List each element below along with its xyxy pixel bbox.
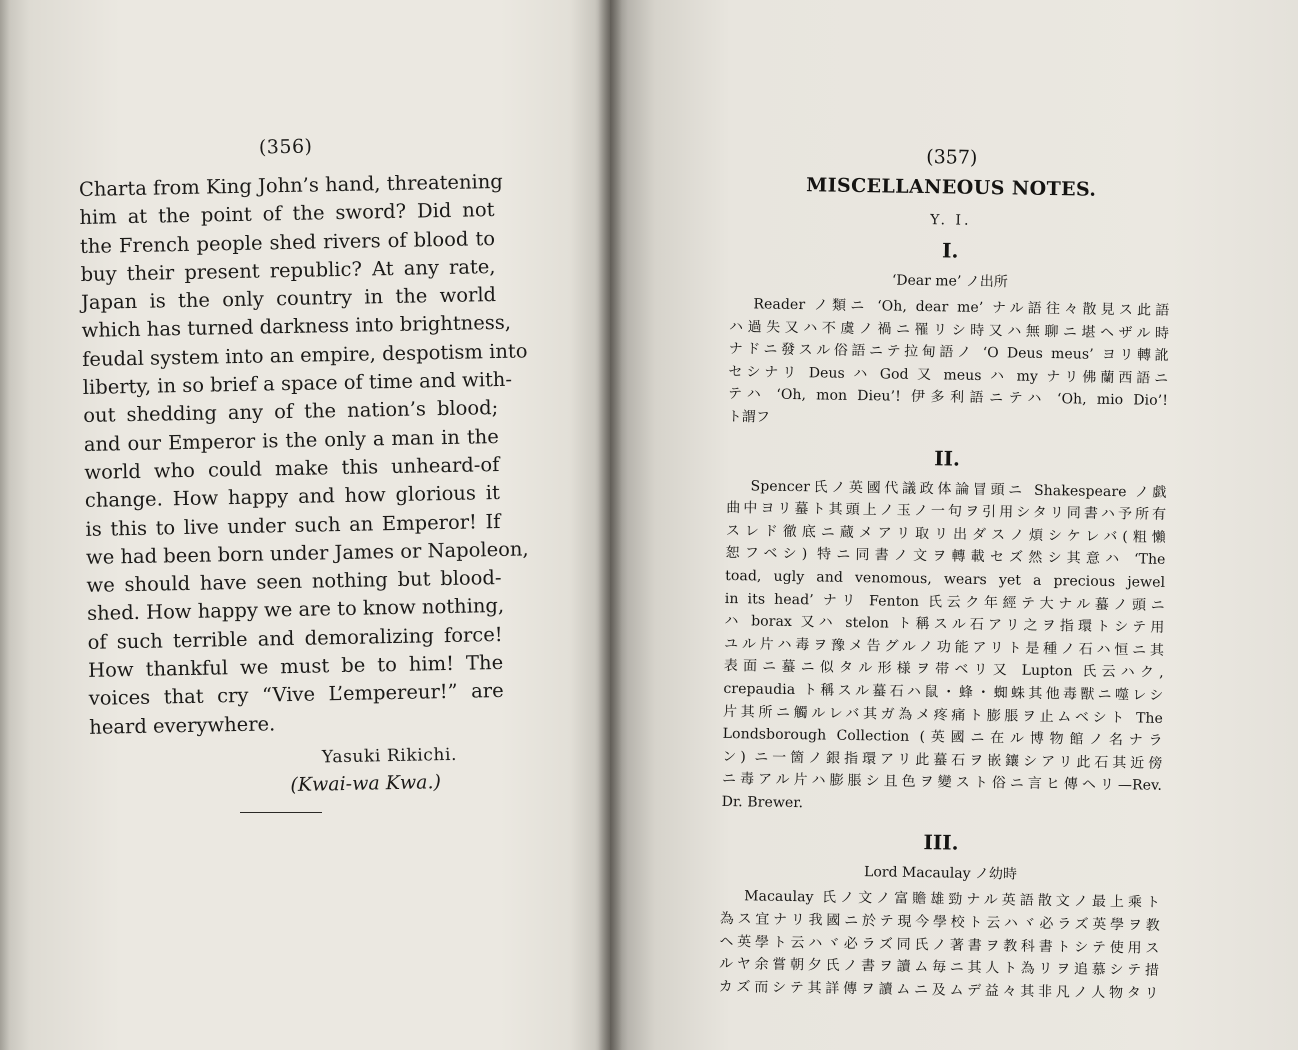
text-line: which has turned darkness into brightness, [81,311,512,343]
source-citation: (Kwai-wa Kwa.) [290,771,442,796]
text-line: Londsborough Collection (英國ニ在ル博物館ノ名ナラ [722,726,1163,749]
text-line: Reader ノ類ニ ‘Oh, dear me’ ナル語往々散見ス此語 [753,296,1170,319]
text-line: ヘ英學ト云ハヾ必ラズ同氏ノ著書ヲ教科書トシテ使用ス [719,933,1160,957]
right-page-number: (357) [926,146,978,169]
text-line: change. How happy and how glorious it [84,481,501,513]
text-line: crepaudia ト稱スル蟇石ハ鼠・蜂・蜘蛛其他毒獸ニ噬レシ [723,680,1164,704]
text-line: ン) ニ一箇ノ銀指環アリ此蟇石ヲ嵌鑲シアリ此石其近傍 [722,748,1163,772]
text-line: and our Emperor is the only a man in the [83,424,499,456]
text-line: Japan is the only country in the world [80,283,497,315]
text-line: Charta from King John’s hand, threatening [78,169,503,201]
text-line: in its head’ ナリ Fenton 氏云ク年經テ大ナル蟇ノ頭ニ [724,590,1165,614]
note-paragraph [721,475,1166,821]
text-line: ニ毒アル片ハ膨脹シ且色ヲ變スト俗ニ言ヒ傳ヘリ—Rev. [721,771,1163,795]
author-byline: Y. I. [930,212,972,229]
text-line: ハ過失又ハ不虞ノ禍ニ罹リシ時又ハ無聊ニ堪ヘザル時 [728,318,1170,342]
section-numeral: I. [941,238,959,263]
text-line: スレド徹底ニ蔵メアリ取リ出ダスノ煩シケレバ(粗懶 [725,522,1166,546]
author-signature: Yasuki Rikichi. [321,744,458,768]
text-line: 曲中ヨリ蟇ト其頭上ノ玉ノ一句ヲ引用シタリ同書ハ予所有 [726,500,1167,524]
text-line: ルヤ余嘗朝夕氏ノ書ヲ讀ム毎ニ其人ト為リヲ追慕シテ措 [718,956,1160,980]
text-line: ユル片ハ毒ヲ豫メ告グルノ功能アリト是種ノ石ハ恒ニ其 [724,635,1165,659]
text-line: world who could make this unheard-of [84,452,500,484]
text-line: 表面ニ蟇ニ似タル形様ヲ帯ベリ又 Lupton 氏云ハク, [723,658,1164,682]
text-line: Macaulay 氏ノ文ノ富贍雄勁ナル英語散文ノ最上乘ト [744,888,1161,912]
page-title: MISCELLANEOUS NOTES. [806,174,1097,201]
text-line: 為ス宜ナリ我國ニ於テ現今學校ト云ハヾ必ラズ英學ヲ教 [719,910,1160,934]
text-line: we should have seen nothing but blood- [86,566,502,598]
text-line: shed. How happy we are to know nothing, [86,594,505,626]
text-line: toad, ugly and venomous, wears yet a precious jewel [725,567,1166,591]
text-line: ナドニ發スル俗語ニテ拉甸語ノ ‘O Deus meus’ ヨリ轉訛 [728,341,1169,365]
section-divider [240,812,322,813]
text-line: liberty, in so brief a space of time and with- [82,367,513,400]
left-page-text [78,132,529,800]
text-line: ハ borax 又ハ stelon ト稱スル石アリ之ヲ指環トシテ用 [724,613,1165,636]
text-line: Dr. Brewer. [721,793,804,812]
text-line: セシナリ Deus ハ God 又 meus ハ my ナリ佛蘭西語ニ [728,363,1169,387]
text-line: feudal system into an empire, despotism into [81,339,528,371]
text-line: him at the point of the sword? Did not [79,198,495,230]
text-line: Spencer氏ノ英國代議政体論冒頭ニ Shakespeare ノ戯 [750,477,1167,501]
note-paragraph [719,885,1161,1005]
left-page-number: (356) [258,135,313,159]
text-line: カズ而シテ其詳傳ヲ讀ムニ及ムデ益々其非凡ノ人物タリ [718,978,1159,1002]
text-line: buy their present republic? At any rate, [80,254,496,286]
text-line: テハ ‘Oh, mon Dieu’! 伊多利語ニテハ ‘Oh, mio Dio’! [727,386,1169,410]
section-numeral: II. [934,445,961,471]
note-paragraph [728,293,1170,435]
left-paragraph [78,168,529,742]
text-line: How thankful we must be to him! The [87,650,504,682]
right-page-text [718,143,1172,1019]
text-line: ト謂フ [727,408,771,426]
text-line: the French people shed rivers of blood to [79,226,496,258]
book-gutter [598,0,622,1050]
text-line: 片其所ニ觸ルレバ其ガ為メ疼痛ト膨脹ヲ止ムベシト The [722,703,1164,727]
text-line: out shedding any of the nation’s blood; [83,396,499,428]
text-line: of such terrible and demoralizing force! [87,622,503,654]
text-line: 恕フベシ) 特ニ同書ノ文ヲ轉載セズ然シ其意ハ ‘The [725,545,1166,569]
section-heading: ‘Dear me’ ノ出所 [891,272,1008,291]
section-heading: Lord Macaulay ノ幼時 [863,864,1018,884]
text-line: is this to live under such an Emperor! If [85,509,501,541]
section-numeral: III. [923,830,959,856]
text-line: voices that cry “Vive L’empereur!” are [88,679,504,711]
text-line: we had been born under James or Napoleon, [85,537,529,569]
text-line: heard everywhere. [89,711,276,739]
